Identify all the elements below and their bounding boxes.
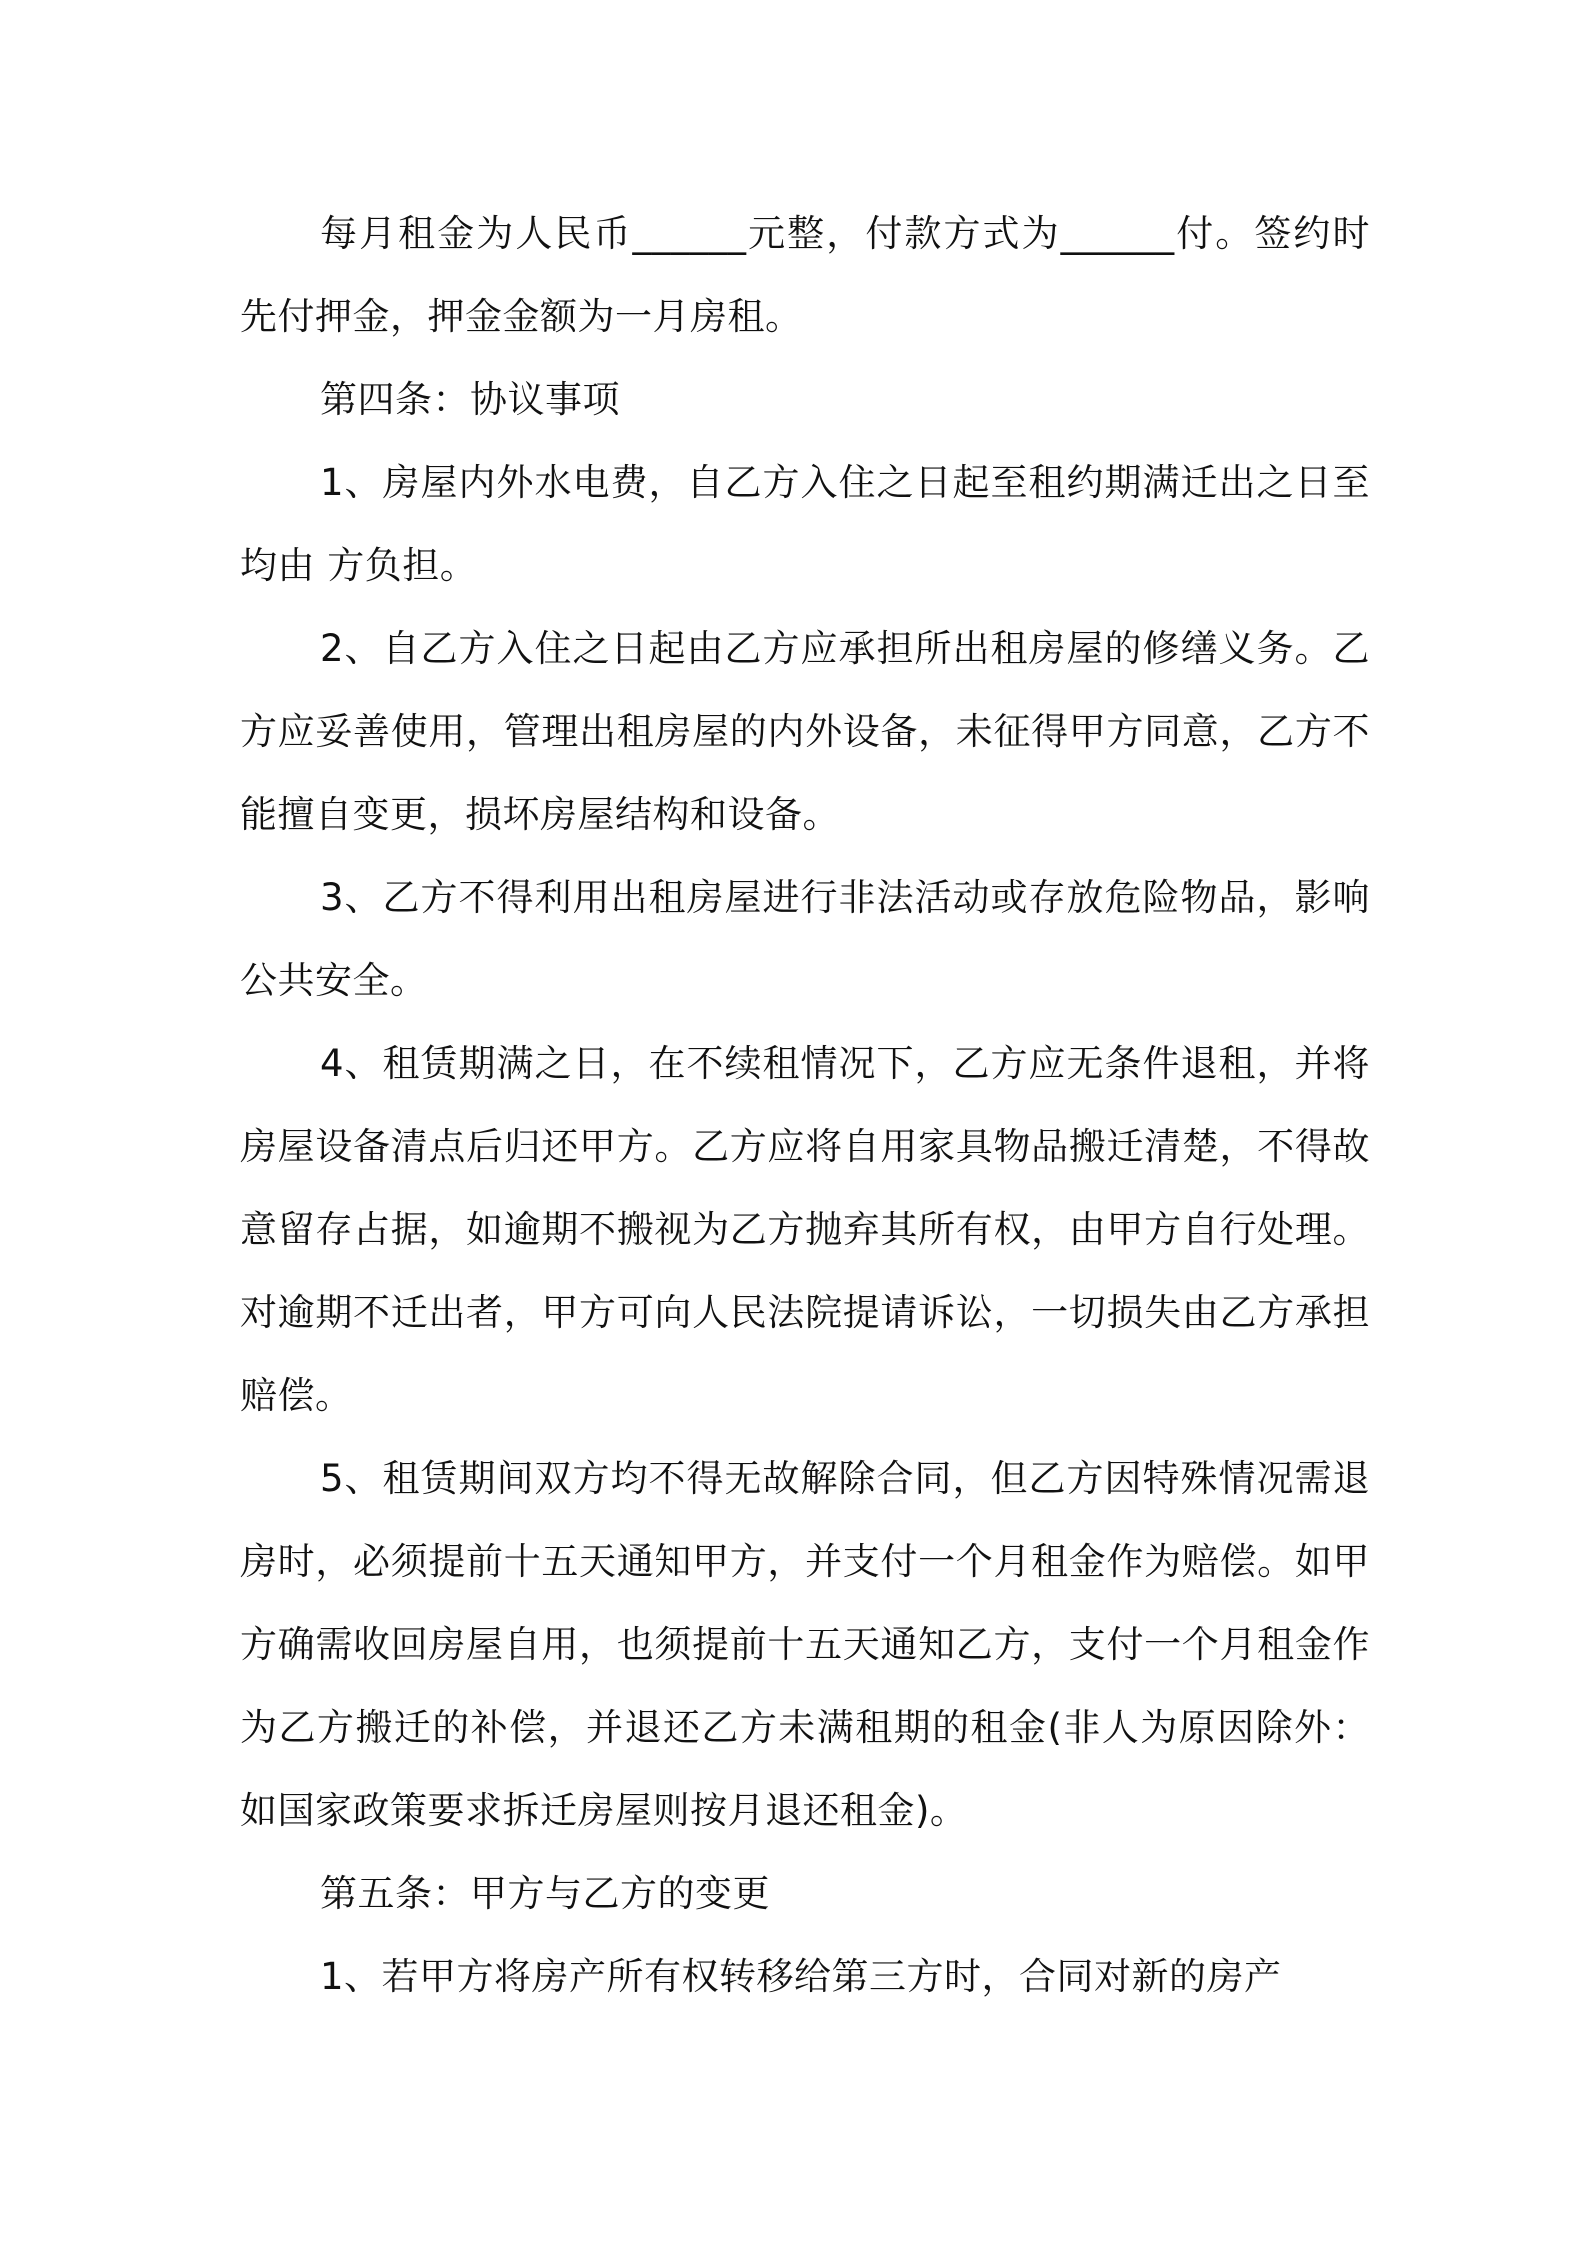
clause-5-termination: 5、租赁期间双方均不得无故解除合同，但乙方因特殊情况需退房时，必须提前十五天通知甲方，并支付一个月租金作为赔偿。如甲方确需收回房屋自用，也须提前十五天通知乙方，支付一个月租金作为乙方搬迁的补偿，并退还乙方未满租期的租金(非人为原因除外：如国家政策要求拆迁房屋则按月退还租金)。 xyxy=(240,1457,1370,1832)
clause-2-repairs: 2、自乙方入住之日起由乙方应承担所出租房屋的修缮义务。乙方应妥善使用，管理出租房屋的内外设备，未征得甲方同意，乙方不能擅自变更，损坏房屋结构和设备。 xyxy=(240,627,1370,836)
article-five-heading: 第五条：甲方与乙方的变更 xyxy=(320,1872,770,1915)
paragraph-rent-payment: 每月租金为人民币______元整，付款方式为______付。签约时先付押金，押金金额为一月房租。 xyxy=(240,212,1370,338)
document-body xyxy=(240,192,1370,2018)
clause-4-lease-expiry: 4、租赁期满之日，在不续租情况下，乙方应无条件退租，并将房屋设备清点后归还甲方。乙方应将自用家具物品搬迁清楚，不得故意留存占据，如逾期不搬视为乙方抛弃其所有权，由甲方自行处理。对逾期不迁出者，甲方可向人民法院提请诉讼，一切损失由乙方承担赔偿。 xyxy=(240,1042,1370,1417)
clause-1-utilities: 1、房屋内外水电费，自乙方入住之日起至租约期满迁出之日至均由 方负担。 xyxy=(240,461,1370,587)
clause-3-illegal-use: 3、乙方不得利用出租房屋进行非法活动或存放危险物品，影响公共安全。 xyxy=(240,876,1370,1002)
article-four-heading: 第四条：协议事项 xyxy=(320,378,620,421)
clause-1-ownership-transfer: 1、若甲方将房产所有权转移给第三方时，合同对新的房产 xyxy=(320,1955,1282,1998)
